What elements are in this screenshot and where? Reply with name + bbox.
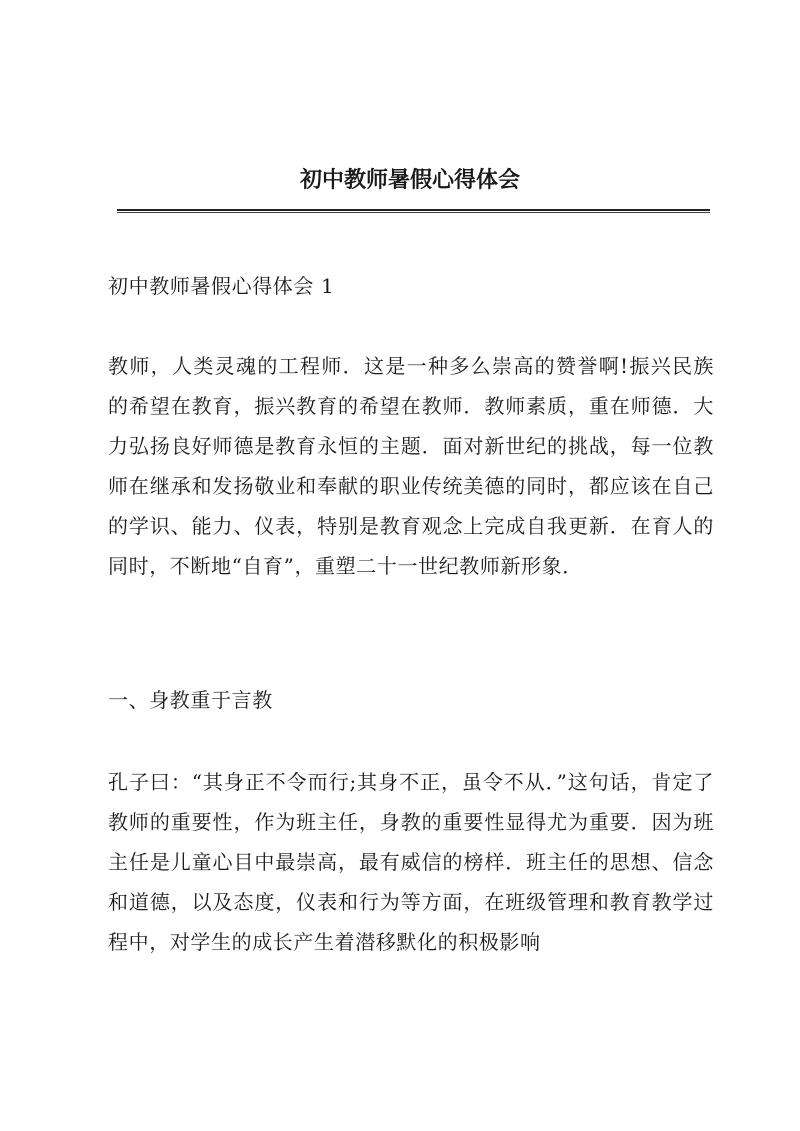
body-paragraph-2: 孔子曰：“其身正不令而行;其身不正，虽令不从．”这句话，肯定了教师的重要性，作为班主任，身教的重要性显得尤为重要．因为班主任是儿童心目中最崇高，最有威信的榜样．班主任的思想、信念和道德，以及态度，仪表和行为等方面，在班级管理和教育教学过程中，对学生的成长产生着潜移默化的积极影响 bbox=[108, 770, 714, 954]
body-paragraph-1: 教师，人类灵魂的工程师．这是一种多么崇高的赞誉啊!振兴民族的希望在教育，振兴教育的希望在教师．教师素质，重在师德．大力弘扬良好师德是教育永恒的主题．面对新世纪的挑战，每一位教师在继承和发扬敬业和奉献的职业传统美德的同时，都应该在自己的学识、能力、仪表，特别是教育观念上完成自我更新．在育人的同时，不断地“自育”，重塑二十一世纪教师新形象． bbox=[108, 354, 714, 578]
section-heading-1: 一、身教重于言教 bbox=[108, 688, 273, 712]
document-title: 初中教师暑假心得体会 bbox=[299, 167, 520, 193]
section-subtitle: 初中教师暑假心得体会 1 bbox=[108, 274, 335, 298]
title-divider bbox=[117, 209, 710, 213]
